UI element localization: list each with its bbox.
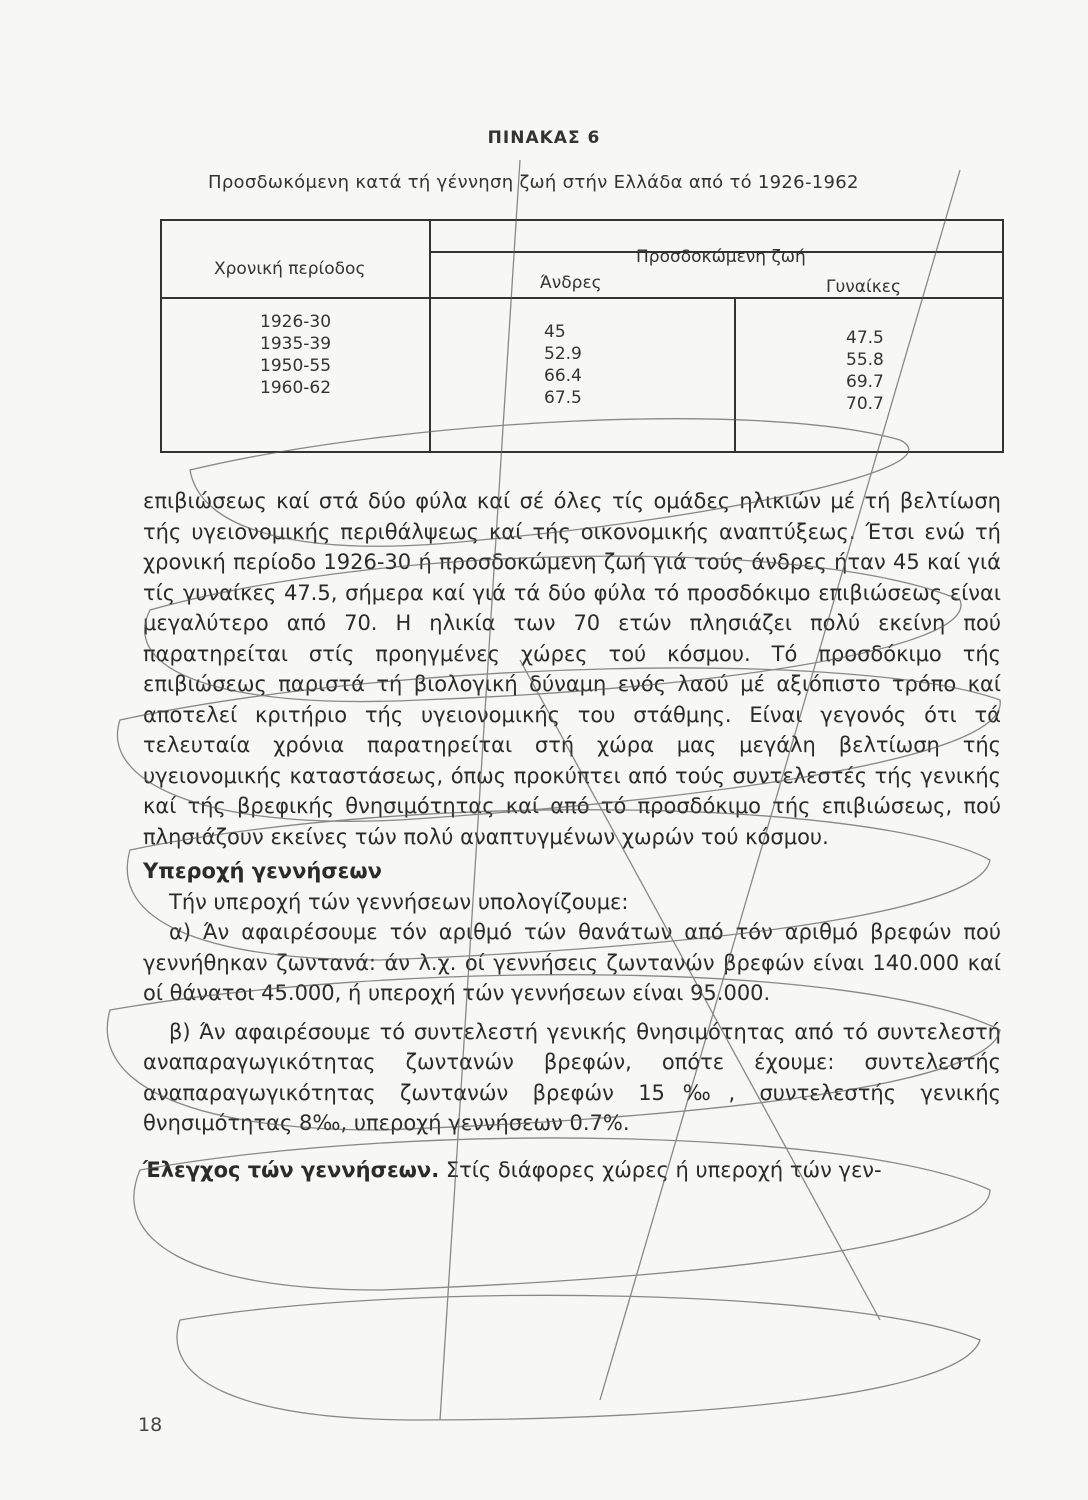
- women-cell: 70.7: [846, 394, 884, 414]
- men-cell: 66.4: [544, 366, 582, 386]
- life-expectancy-table: [160, 219, 1004, 453]
- paragraph-text: Στίς διάφορες χώρες ή υπεροχή τών γεν-: [445, 1157, 882, 1182]
- paragraph: Τήν υπεροχή τών γεννήσεων υπολογίζουμε:: [169, 889, 629, 914]
- men-cell: 52.9: [544, 344, 582, 364]
- period-cell: 1935-39: [260, 334, 332, 354]
- page-number: 18: [138, 1414, 163, 1436]
- women-column: [846, 327, 884, 415]
- section-heading: Έλεγχος τών γεννήσεων.: [143, 1157, 440, 1182]
- paragraph: επιβιώσεως καί στά δύο φύλα καί σέ όλες τίς ομάδες ηλικιών μέ τή βελτίωση τής υγειονομικής περιθάλψεως καί τής οικονομικής αναπτύξεως. Έτσι ενώ τή χρονική περίοδο 1926-30 ή προσδοκώμενη ζωή γιά τούς άνδρες ήταν 45 καί γιά τίς γυναίκες 47.5, σήμερα καί γιά τά δύο φύλα τό προσδόκιμο επιβιώσεως είναι μεγαλύτερο από 70. Η ηλικία των 70 ετών πλησιάζει πολύ εκείνη πού παρατηρείται στίς προηγμένες χώρες τού κόσμου. Τό προσδόκιμο τής επιβιώσεως παριστά τή βιολογική δύναμη ενός λαού μέ αξιόπιστο τρόπο καί αποτελεί κριτήριο τής υγειονομικής του στάθμης. Είναι γεγονός ότι τά τελευταία χρόνια παρατηρείται στή χώρα μας μεγάλη βελτίωση τής υγειονομικής καταστάσεως, όπως προκύπτει από τούς συντελεστές τής γενικής καί τής βρεφικής θνησιμότητας καί από τό προσδόκιμο τής επιβιώσεως, πού πλησιάζουν εκείνες τών πολύ αναπτυγμένων χωρών τού κόσμου.: [143, 489, 1001, 849]
- header-period: Χρονική περίοδος: [214, 259, 366, 279]
- women-cell: 47.5: [846, 328, 884, 348]
- section-heading: Υπεροχή γεννήσεων: [143, 859, 382, 883]
- period-column: [260, 311, 331, 399]
- paragraph: α) Άν αφαιρέσουμε τόν αριθμό τών θανάτων από τόν αριθμό βρεφών πού γεννήθηκαν ζωντανά: άν λ.χ. οί γεννήσεις ζωντανών βρεφών είναι 140.000 καί οί θάνατοι 45.000, ή υπεροχή τών γεννήσεων είναι 95.000.: [143, 920, 1001, 1005]
- header-men: Άνδρες: [540, 273, 602, 293]
- men-cell: 67.5: [544, 388, 582, 408]
- period-cell: 1950-55: [260, 356, 332, 376]
- men-column: [544, 321, 582, 409]
- women-cell: 55.8: [846, 350, 884, 370]
- header-life-expectancy: Προσδοκώμενη ζωή: [636, 247, 806, 267]
- table-label: ΠΙΝΑΚΑΣ 6: [487, 128, 601, 148]
- header-women: Γυναίκες: [826, 277, 901, 297]
- period-cell: 1960-62: [260, 378, 332, 398]
- table-caption: Προσδωκόμενη κατά τή γέννηση ζωή στήν Ελλάδα από τό 1926-1962: [208, 172, 859, 193]
- body-text: [143, 486, 1001, 1185]
- last-paragraph: [143, 1155, 1001, 1186]
- paragraph: β) Άν αφαιρέσουμε τό συντελεστή γενικής θνησιμότητας από τό συντελεστή αναπαραγωγικότητας ζωντανών βρεφών, οπότε έχουμε: συντελεστής αναπαραγωγικότητας ζωντανών βρεφών 15‰, συντελεστής γενικής θνησιμότητας 8‰, υπεροχή γεννήσεων 0.7%.: [143, 1019, 1001, 1135]
- women-cell: 69.7: [846, 372, 884, 392]
- men-cell: 45: [544, 322, 566, 342]
- period-cell: 1926-30: [260, 312, 332, 332]
